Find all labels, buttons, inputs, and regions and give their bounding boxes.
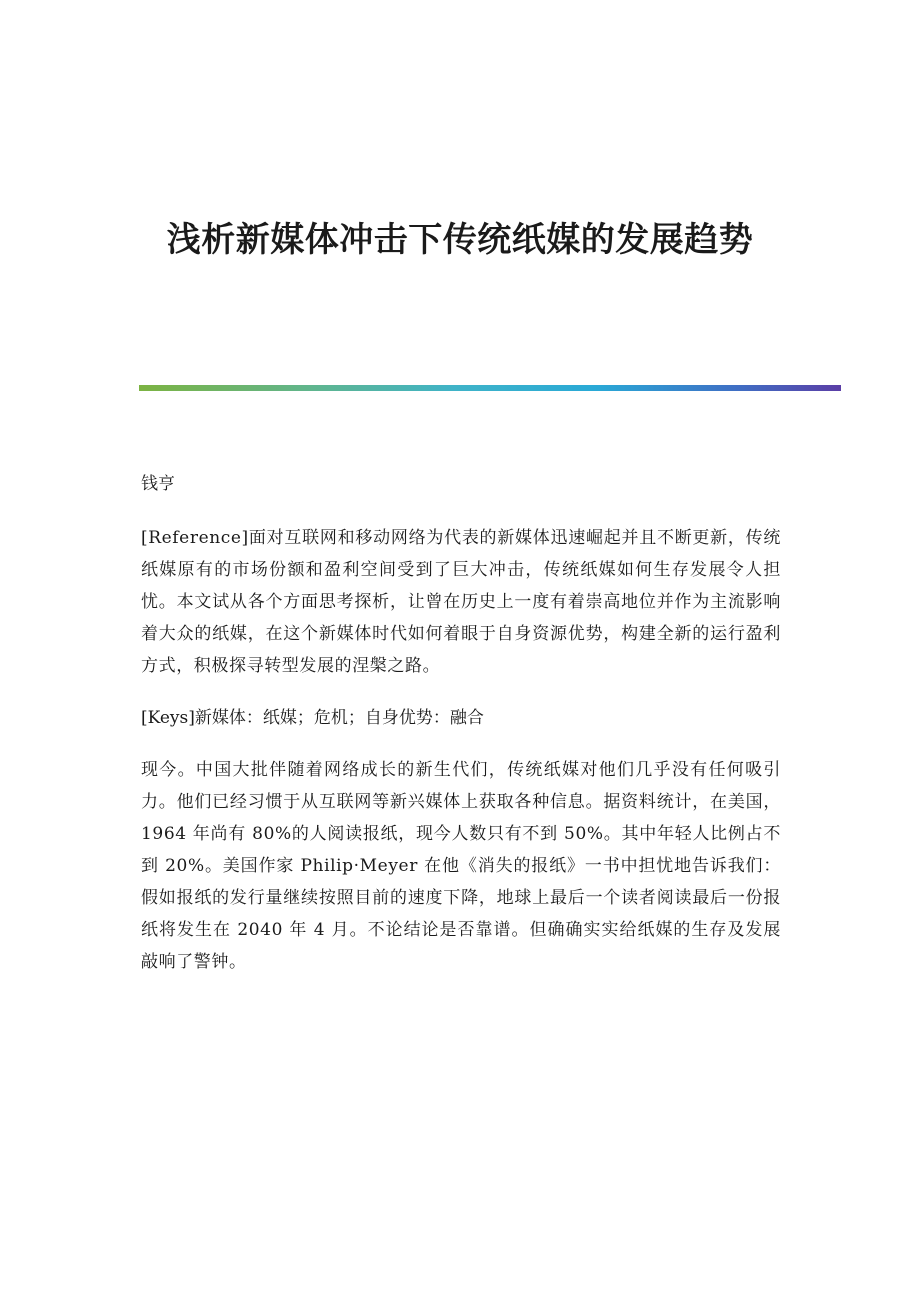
title-divider <box>139 385 841 391</box>
document-content <box>141 468 781 998</box>
document-title: 浅析新媒体冲击下传统纸媒的发展趋势 <box>166 220 754 260</box>
author-name: 钱亨 <box>141 474 175 494</box>
abstract-paragraph: [Reference]面对互联网和移动网络为代表的新媒体迅速崛起并且不断更新，传统纸媒原有的市场份额和盈利空间受到了巨大冲击，传统纸媒如何生存发展令人担忧。本文试从各个方面思考探析，让曾在历史上一度有着崇高地位并作为主流影响着大众的纸媒，在这个新媒体时代如何着眼于自身资源优势，构建全新的运行盈利方式，积极探寻转型发展的涅槃之路。 <box>141 528 781 676</box>
keywords-line: [Keys]新媒体：纸媒；危机；自身优势：融合 <box>141 708 484 728</box>
body-paragraph: 现今。中国大批伴随着网络成长的新生代们，传统纸媒对他们几乎没有任何吸引力。他们已经习惯于从互联网等新兴媒体上获取各种信息。据资料统计，在美国，1964 年尚有 80%的人阅读报纸，现今人数只有不到 50%。其中年轻人比例占不到 20%。美国作家 Philip·Meyer 在他《消失的报纸》一书中担忧地告诉我们：假如报纸的发行量继续按照目前的速度下降，地球上最后一个读者阅读最后一份报纸将发生在 2040 年 4 月。不论结论是否靠谱。但确确实实给纸媒的生存及发展敲响了警钟。 <box>141 760 781 972</box>
